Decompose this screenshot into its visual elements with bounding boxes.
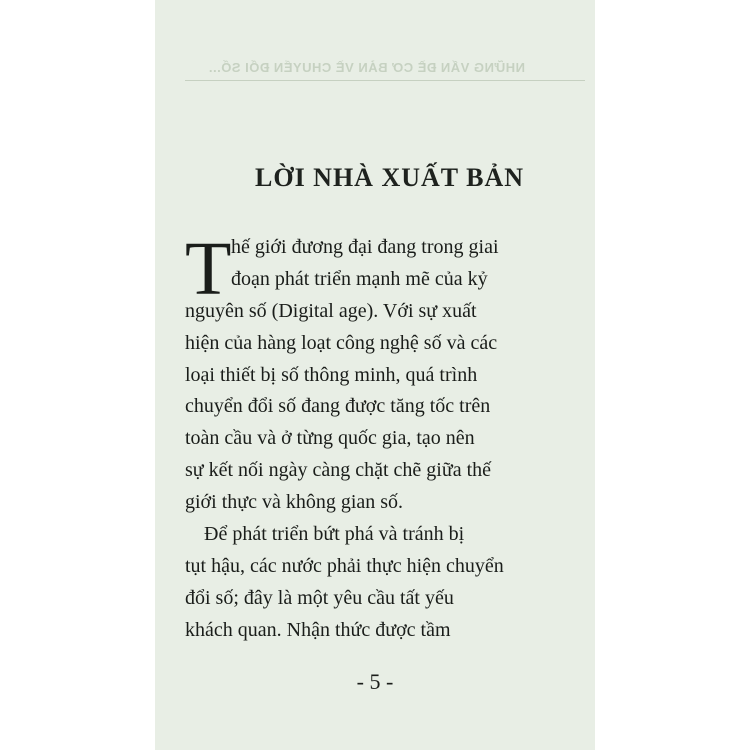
- paragraph1-line: loại thiết bị số thông minh, quá trình: [185, 363, 478, 386]
- paragraph1-line: hế giới đương đại đang trong giai: [231, 236, 499, 258]
- paragraph2-line: đổi số; đây là một yêu cầu tất yếu: [185, 586, 454, 609]
- paragraph1-line: chuyển đổi số đang được tăng tốc trên: [185, 395, 491, 418]
- paragraph2-line: tụt hậu, các nước phải thực hiện chuyển: [185, 554, 504, 577]
- drop-cap: T: [185, 227, 232, 311]
- running-head-bleedthrough: NHỮNG VẤN ĐỀ CƠ BẢN VỀ CHUYỂN ĐỔI SỐ...: [208, 60, 525, 75]
- paragraph2-line: Để phát triển bứt phá và tránh bị: [204, 523, 465, 546]
- paragraph2-line: khách quan. Nhận thức được tầm: [185, 618, 451, 641]
- header-rule: [185, 80, 585, 81]
- book-page: [155, 0, 595, 750]
- paragraph1-line: hiện của hàng loạt công nghệ số và các: [185, 331, 498, 354]
- paragraph1-line: sự kết nối ngày càng chặt chẽ giữa thế: [185, 459, 492, 482]
- paragraph1-line: toàn cầu và ở từng quốc gia, tạo nên: [185, 427, 475, 450]
- title-heading: LỜI NHÀ XUẤT BẢN: [255, 163, 525, 192]
- paragraph1-line: nguyên số (Digital age). Với sự xuất: [185, 299, 477, 322]
- paragraph1-line: giới thực và không gian số.: [185, 491, 404, 514]
- body-text: [185, 227, 575, 647]
- page-number: - 5 -: [356, 669, 394, 694]
- paragraph1-line: đoạn phát triển mạnh mẽ của kỷ: [231, 267, 488, 290]
